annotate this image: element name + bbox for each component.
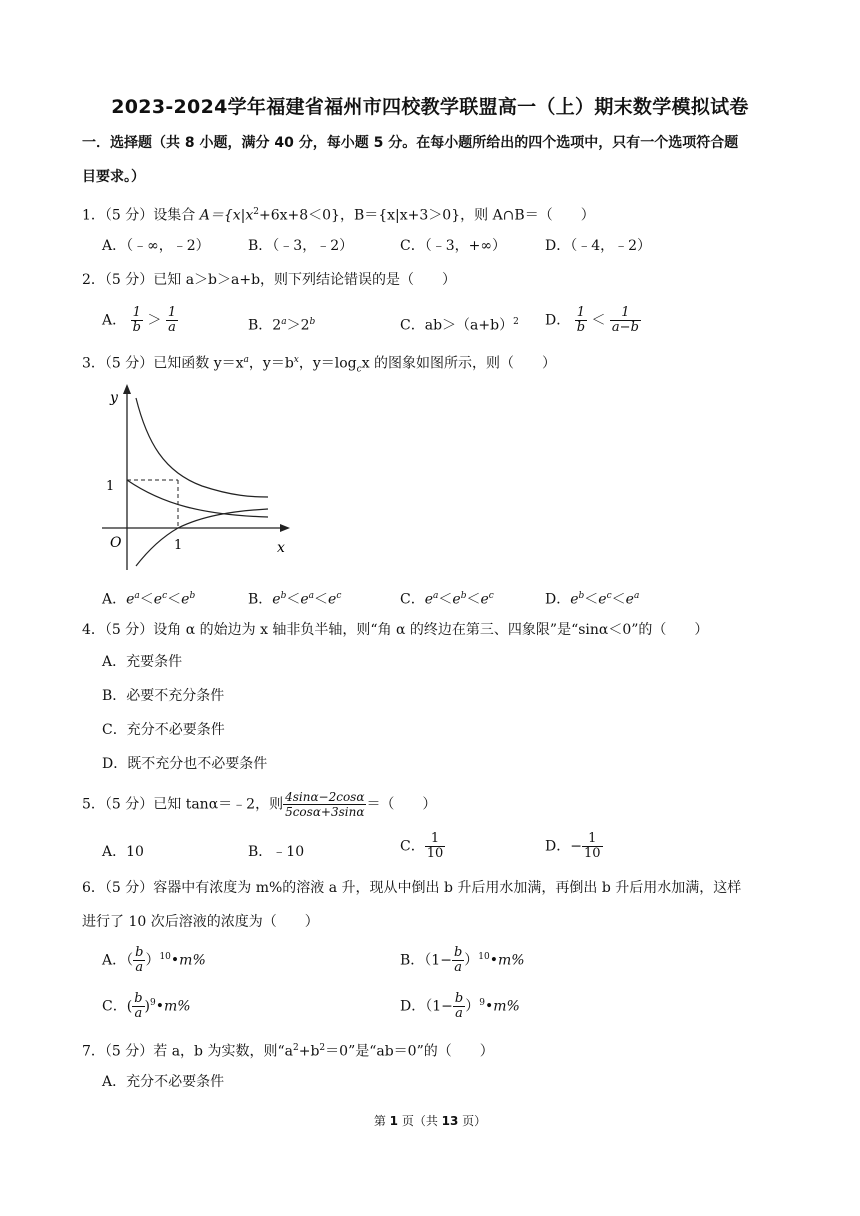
question-2-stem: 2．（5 分）已知 a＞b＞a+b，则下列结论错误的是（ ） — [82, 272, 457, 288]
q1-option-b[interactable]: B．（﹣3，﹣2） — [248, 238, 354, 254]
y-axis-arrow — [123, 384, 131, 394]
curve-logarithm — [136, 509, 268, 566]
q2-option-d[interactable]: D． $\frac{1}{b}$ ＜ $\frac{1}{a-b}$ — [545, 305, 639, 335]
q3-option-b[interactable]: B．$e^b<e^a<e^c$ — [248, 591, 342, 608]
function-graph — [92, 380, 302, 580]
y-tick-label: 1 — [106, 479, 115, 494]
q6-option-b[interactable]: B．（1− $\frac{b}{a}$ ）$^{10}$•m% — [400, 945, 525, 975]
q5-option-c[interactable]: C． $\frac{1}{10}$ — [400, 831, 444, 861]
question-7-stem: 7．（5 分）若 a，b 为实数，则“$a^2+b^2=0$”是“ab＝0”的（ ） — [82, 1043, 494, 1060]
q5-option-b[interactable]: B．﹣10 — [248, 844, 305, 860]
q4-option-b[interactable]: B．必要不充分条件 — [102, 688, 225, 704]
x-axis-arrow — [280, 524, 290, 532]
q2-option-c[interactable]: C．$ab>(a+b)^2$ — [400, 317, 519, 334]
question-1-stem: 1．（5 分）设集合 $A=\{x|x^2+6x+8<0\}$，B＝{x|x+3＞0}，则 A∩B＝（ ） — [82, 207, 595, 224]
question-6-stem-line1: 6．（5 分）容器中有浓度为 m%的溶液 a 升，现从中倒出 b 升后用水加满，再倒出 b 升后用水加满，这样 — [82, 880, 742, 896]
q2-option-b[interactable]: B．$2^a>2^b$ — [248, 317, 316, 334]
question-6-stem-line2: 进行了 10 次后溶液的浓度为（ ） — [82, 914, 319, 930]
q3-option-c[interactable]: C．$e^a<e^b<e^c$ — [400, 591, 494, 608]
q6-option-a[interactable]: A．（ $\frac{b}{a}$ ）$^{10}$•m% — [102, 945, 206, 975]
question-4-stem: 4．（5 分）设角 α 的始边为 x 轴非负半轴，则“角 α 的终边在第三、四象限”是“sinα＜0”的（ ） — [82, 622, 709, 638]
q6-option-c[interactable]: C．( $\frac{b}{a}$ )$^9$•m% — [102, 991, 191, 1021]
q4-option-d[interactable]: D．既不充分也不必要条件 — [102, 756, 268, 772]
q5-option-d[interactable]: D．− $\frac{1}{10}$ — [545, 831, 601, 861]
q1-option-c[interactable]: C．（﹣3，+∞） — [400, 238, 507, 254]
page-title: 2023-2024学年福建省福州市四校教学联盟高一（上）期末数学模拟试卷 — [111, 96, 749, 118]
question-5-stem: 5．（5 分）已知 tanα＝﹣2，则 $\frac{4\sin\alpha-2\cos\alpha}{5\cos\alpha+3\sin\alpha}$ ＝（ ） — [82, 790, 437, 819]
x-tick-label: 1 — [174, 538, 183, 553]
q6-option-d[interactable]: D．（1− $\frac{b}{a}$ ）$^9$•m% — [400, 991, 520, 1021]
section-heading-line1: 一．选择题（共 8 小题，满分 40 分，每小题 5 分。在每小题所给出的四个选项中，只有一个选项符合题 — [82, 135, 739, 151]
q1-option-a[interactable]: A．（﹣∞，﹣2） — [102, 238, 210, 254]
q7-option-a[interactable]: A．充分不必要条件 — [102, 1074, 225, 1090]
section-heading-line2: 目要求。） — [82, 169, 145, 185]
question-3-stem: 3．（5 分）已知函数 $y=x^a$，$y=b^x$，$y=\log_cx$ 的图象如图所示，则（ ） — [82, 355, 557, 375]
q5-option-a[interactable]: A．10 — [102, 844, 144, 860]
page-footer: 第 1 页（共 13 页） — [373, 1114, 487, 1128]
q1-option-d[interactable]: D．（﹣4，﹣2） — [545, 238, 652, 254]
y-axis-label: y — [110, 390, 118, 406]
q4-option-c[interactable]: C．充分不必要条件 — [102, 722, 225, 738]
q4-option-a[interactable]: A．充要条件 — [102, 654, 183, 670]
x-axis-label: x — [277, 540, 285, 556]
q3-option-a[interactable]: A．$e^a<e^c<e^b$ — [102, 591, 196, 608]
q2-option-a[interactable]: A． $\frac{1}{b}$ ＞ $\frac{1}{a}$ — [102, 305, 177, 335]
section-heading — [82, 126, 782, 194]
curve-power — [136, 398, 268, 497]
q3-option-d[interactable]: D．$e^b<e^c<e^a$ — [545, 591, 640, 608]
curve-exponential — [127, 480, 268, 517]
origin-label: O — [110, 535, 122, 551]
